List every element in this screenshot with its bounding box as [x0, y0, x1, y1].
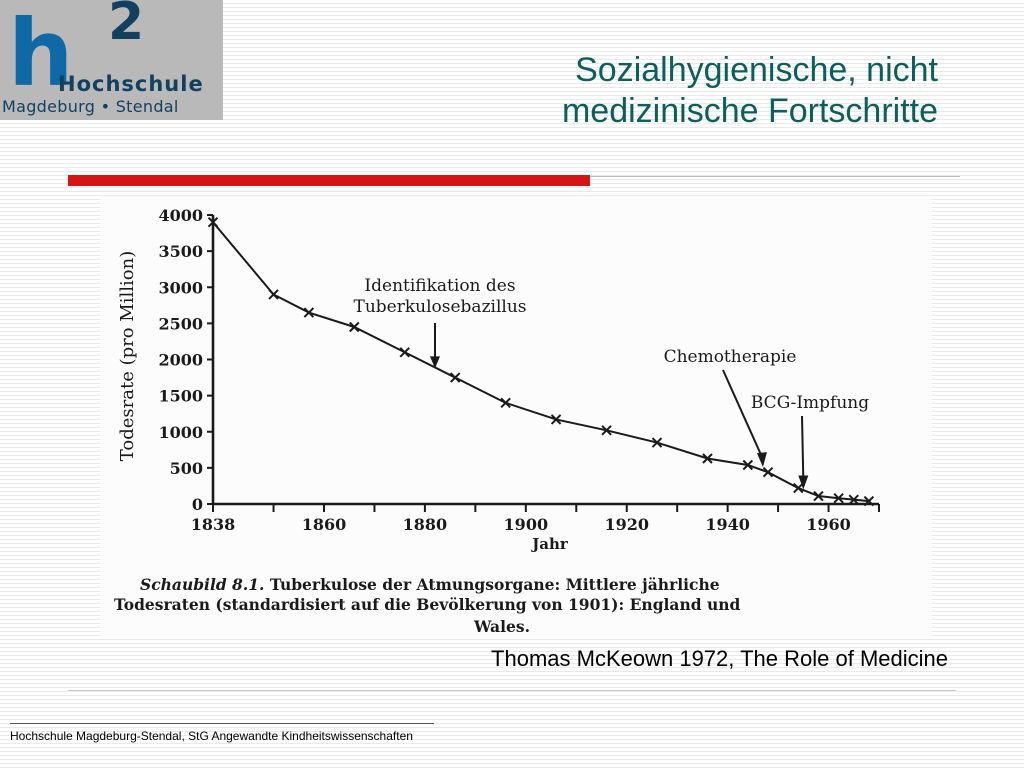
x-tick-label: 1940 — [705, 515, 750, 534]
x-tick-label: 1920 — [604, 515, 649, 534]
logo-superscript: 2 — [108, 0, 145, 52]
x-tick-label: 1880 — [402, 515, 448, 534]
annotation-arrow — [802, 416, 803, 480]
figure-caption-line — [140, 575, 720, 594]
y-tick-label: 2500 — [158, 314, 203, 334]
figure-caption-line: Todesraten (standardisiert auf die Bevölkerung von 1901): England und — [114, 595, 741, 614]
y-tick-label: 3500 — [158, 242, 203, 262]
content-divider — [68, 690, 956, 691]
data-point-marker — [269, 290, 278, 299]
annotation-label: Chemotherapie — [663, 347, 797, 367]
y-tick-label: 1000 — [158, 422, 203, 442]
data-point-marker — [451, 373, 460, 382]
page-title — [378, 50, 938, 133]
y-tick-label: 0 — [191, 495, 203, 514]
y-tick-label: 3000 — [158, 278, 203, 298]
figure-caption-label: Schaubild 8.1. — [140, 575, 265, 594]
annotation-label: Identifikation des — [364, 276, 516, 296]
y-tick-label: 1500 — [158, 386, 203, 406]
logo-h-letter: h — [8, 0, 72, 107]
figure-caption-line: Wales. — [474, 617, 530, 636]
data-point-marker — [794, 484, 803, 493]
title-accent-bar — [68, 175, 590, 186]
chart-figure — [100, 196, 932, 638]
title-divider — [590, 176, 960, 177]
x-axis-title: Jahr — [532, 535, 568, 553]
annotation-label: Tuberkulosebazillus — [353, 297, 527, 317]
footer-divider — [10, 723, 434, 724]
x-tick-label: 1838 — [190, 515, 236, 534]
data-point-marker — [764, 468, 773, 477]
annotation-label: BCG-Impfung — [750, 393, 870, 413]
y-tick-label: 2000 — [158, 350, 203, 370]
logo-subtitle: Magdeburg • Stendal — [2, 97, 179, 116]
y-axis-title: Todesrate (pro Million) — [117, 250, 138, 462]
y-tick-label: 4000 — [158, 206, 203, 225]
x-tick-label: 1960 — [806, 515, 851, 534]
hochschule-logo — [0, 0, 223, 120]
annotation-arrow — [723, 370, 763, 459]
title-line-1: Sozialhygienische, nicht — [575, 51, 938, 89]
figure-caption-text: Tuberkulose der Atmungsorgane: Mittlere jährliche — [264, 575, 720, 594]
y-tick-label: 500 — [169, 458, 203, 478]
tuberculosis-chart — [100, 196, 932, 638]
data-point-marker — [400, 348, 409, 357]
source-citation: Thomas McKeown 1972, The Role of Medicine — [491, 646, 948, 671]
footer-text: Hochschule Magdeburg-Stendal, StG Angewandte Kindheitswissenschaften — [10, 729, 413, 743]
x-tick-label: 1900 — [503, 515, 549, 534]
title-line-2: medizinische Fortschritte — [561, 92, 938, 131]
x-tick-label: 1860 — [301, 515, 347, 534]
logo-name: Hochschule — [58, 72, 204, 96]
annotation-arrowhead — [757, 452, 767, 467]
